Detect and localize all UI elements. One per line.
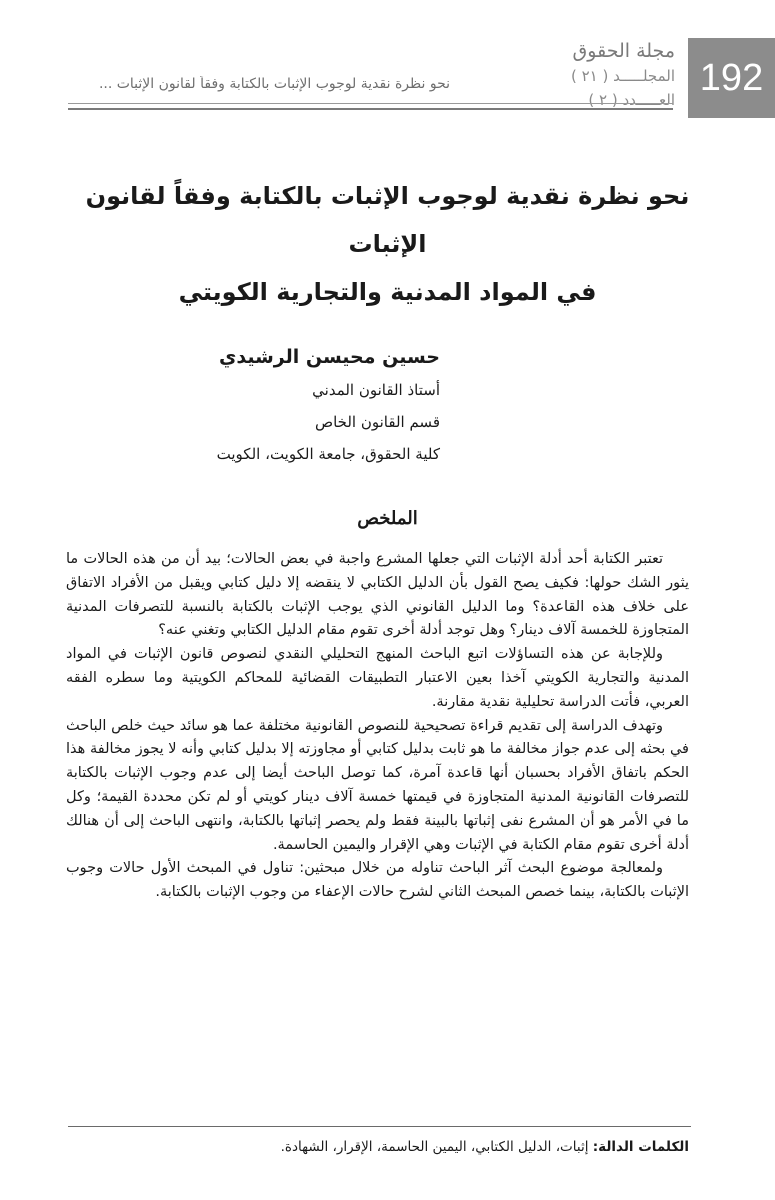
abstract-heading: الملخص [357,508,418,529]
abstract-paragraph: تعتبر الكتابة أحد أدلة الإثبات التي جعلها المشرع واجبة في بعض الحالات؛ بيد أن من هذه الحالات ما يثور الشك حولها: فكيف يصح القول بأن الدليل الكتابي لا ينقضه إلا دليل كتابي ويقبل من الأفراد الاتفاق على خلاف هذه القاعدة؟ وما الدليل القانوني الذي يوجب الإثبات بالكتابة بالنسبة للتصرفات المدنية المتجاوزة للخمسة آلاف دينار؟ وهل توجد أدلة أخرى تقوم مقام الدليل الكتابي وتغني عنه؟ [66,551,689,639]
author-department: قسم القانون الخاص [314,413,440,431]
author-block [130,340,440,470]
abstract-body [66,548,689,905]
author-institution: كلية الحقوق، جامعة الكويت، الكويت [216,445,440,463]
volume-label: المجلـــــد [613,67,675,85]
journal-info [475,38,675,112]
issue-value: ( ٢ ) [588,91,618,109]
journal-name: مجلة الحقوق [572,40,675,62]
volume-line [475,64,675,88]
title-line-1: نحو نظرة نقدية لوجوب الإثبات بالكتابة وفقاً لقانون الإثبات [85,182,690,258]
page-number: 192 [688,38,775,118]
author-name: حسين محيسن الرشيدي [218,346,440,368]
article-title [60,172,715,316]
abstract-paragraph: وتهدف الدراسة إلى تقديم قراءة تصحيحية للنصوص القانونية مختلفة عما هو سائد حيث خلص الباحث في بحثه إلى عدم جواز مخالفة ما هو ثابت بدليل كتابي أو مجاوزته إلا بدليل كتابي وأنه لا يجوز مخالفة هذا الحكم باتفاق الأفراد بحسبان أنها قاعدة آمرة، كما توصل الباحث أيضا إلى عدم وجوب الإثبات بالكتابة للتصرفات القانونية المدنية المتجاوزة في قيمتها خمسة آلاف دينار كويتي أو لم تكن محددة القيمة؛ وكل ما في الأمر هو أن المشرع نفى إثباتها بالبينة فقط ولم يحصر إثباتها بالكتابة، وانتهى الباحث إلى أن هنالك أدلة أخرى تقوم مقام الكتابة في الإثبات وهي الإقرار واليمين الحاسمة. [66,717,689,853]
footer-rule [68,1126,691,1127]
keywords-label: الكلمات الدالة: [592,1139,689,1155]
author-position: أستاذ القانون المدني [312,381,440,399]
title-line-2: في المواد المدنية والتجارية الكويتي [178,278,597,306]
issue-label: العـــــدد [622,91,675,109]
header-rule [68,103,673,104]
running-title: نحو نظرة نقدية لوجوب الإثبات بالكتابة وفقاً لقانون الإثبات ... [98,76,450,92]
abstract-paragraph: ولمعالجة موضوع البحث آثر الباحث تناوله من خلال مبحثين: تناول في المبحث الأول حالات وجوب الإثبات بالكتابة، بينما خصص المبحث الثاني لشرح حالات الإعفاء من وجوب الإثبات بالكتابة. [66,860,689,901]
header-rule-thick [68,108,673,110]
keywords-text: إثبات، الدليل الكتابي، اليمين الحاسمة، الإقرار، الشهادة. [280,1139,589,1155]
volume-value: ( ٢١ ) [570,67,609,85]
abstract-paragraph: وللإجابة عن هذه التساؤلات اتبع الباحث المنهج التحليلي النقدي لنصوص قانون الإثبات في المواد المدنية والتجارية الكويتي آخذا بعين الاعتبار التطبيقات القضائية للمحاكم الكويتية وما سطره الفقه العربي، فأتت الدراسة تحليلية نقدية مقارنة. [66,646,689,710]
keywords [66,1136,689,1158]
